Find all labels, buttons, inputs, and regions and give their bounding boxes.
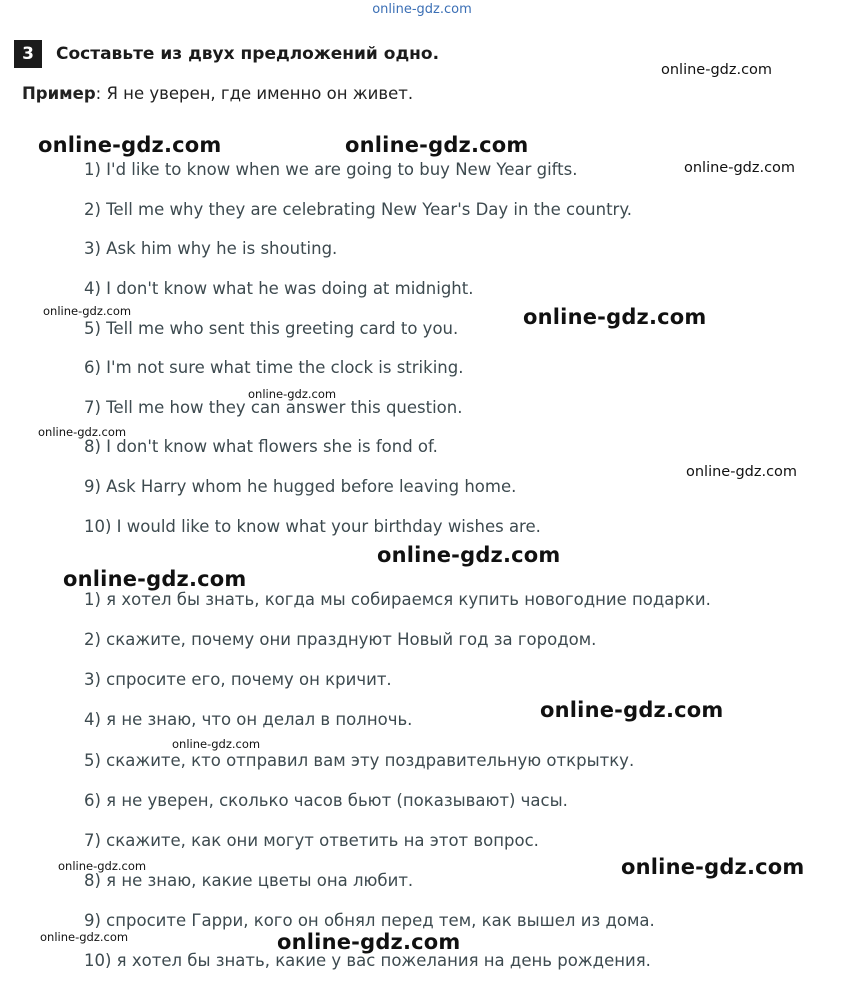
watermark: online-gdz.com — [172, 737, 261, 751]
watermark: online-gdz.com — [38, 133, 222, 157]
answers-english-list — [0, 160, 844, 556]
answer-row: 1) I'd like to know when we are going to buy New Year gifts. — [84, 160, 578, 179]
top-watermark: online-gdz.com — [372, 2, 472, 17]
answer-row: 9) спросите Гарри, кого он обнял перед тем, как вышел из дома. — [84, 911, 655, 930]
answer-row: 4) I don't know what he was doing at midnight. — [84, 278, 474, 298]
answer-row: 10) я хотел бы знать, какие у вас пожелания на день рождения. — [84, 951, 651, 971]
watermark: online-gdz.com — [63, 567, 247, 591]
answer-row: 6) я не уверен, сколько часов бьют (показывают) часы. — [84, 790, 568, 810]
answer-row: 7) Tell me how they can answer this question. — [84, 397, 463, 417]
watermark: online-gdz.com — [686, 464, 798, 480]
watermark: online-gdz.com — [345, 133, 529, 157]
example-line — [22, 84, 413, 103]
answer-row: 9) Ask Harry whom he hugged before leaving home. — [84, 477, 517, 496]
answer-row: 2) скажите, почему они празднуют Новый год за городом. — [84, 630, 597, 650]
watermark: online-gdz.com — [540, 698, 724, 722]
watermark: online-gdz.com — [43, 304, 132, 318]
answer-row: 4) я не знаю, что он делал в полночь. — [84, 710, 413, 730]
watermark: online-gdz.com — [523, 305, 707, 329]
answer-row: 1) я хотел бы знать, когда мы собираемся купить новогодние подарки. — [84, 590, 711, 609]
watermark: online-gdz.com — [377, 543, 561, 567]
answer-row: 5) скажите, кто отправил вам эту поздравительную открытку. — [84, 750, 635, 770]
answer-row: 2) Tell me why they are celebrating New Year's Day in the country. — [84, 199, 632, 219]
example-label: Пример — [22, 84, 96, 103]
watermark: online-gdz.com — [40, 930, 129, 944]
watermark: online-gdz.com — [277, 930, 461, 954]
watermark: online-gdz.com — [248, 387, 337, 401]
watermark: online-gdz.com — [684, 160, 796, 176]
answer-row: 3) спросите его, почему он кричит. — [84, 670, 392, 690]
watermark: online-gdz.com — [621, 855, 805, 879]
watermark: online-gdz.com — [58, 859, 147, 873]
answers-russian-list — [0, 590, 844, 991]
watermark: online-gdz.com — [38, 425, 127, 439]
answer-row: 8) я не знаю, какие цветы она любит. — [84, 870, 414, 890]
answer-row: 8) I don't know what flowers she is fond of. — [84, 437, 438, 457]
answer-row: 5) Tell me who sent this greeting card to you. — [84, 318, 459, 338]
answer-row: 6) I'm not sure what time the clock is striking. — [84, 358, 464, 378]
answer-row: 7) скажите, как они могут ответить на этот вопрос. — [84, 830, 539, 850]
task-header — [14, 40, 439, 68]
watermark: online-gdz.com — [661, 62, 773, 78]
task-number-badge: 3 — [14, 40, 42, 68]
example-text: : Я не уверен, где именно он живет. — [95, 84, 414, 103]
answer-row: 10) I would like to know what your birthday wishes are. — [84, 516, 541, 536]
task-title: Составьте из двух предложений одно. — [56, 44, 440, 64]
answer-row: 3) Ask him why he is shouting. — [84, 239, 338, 259]
